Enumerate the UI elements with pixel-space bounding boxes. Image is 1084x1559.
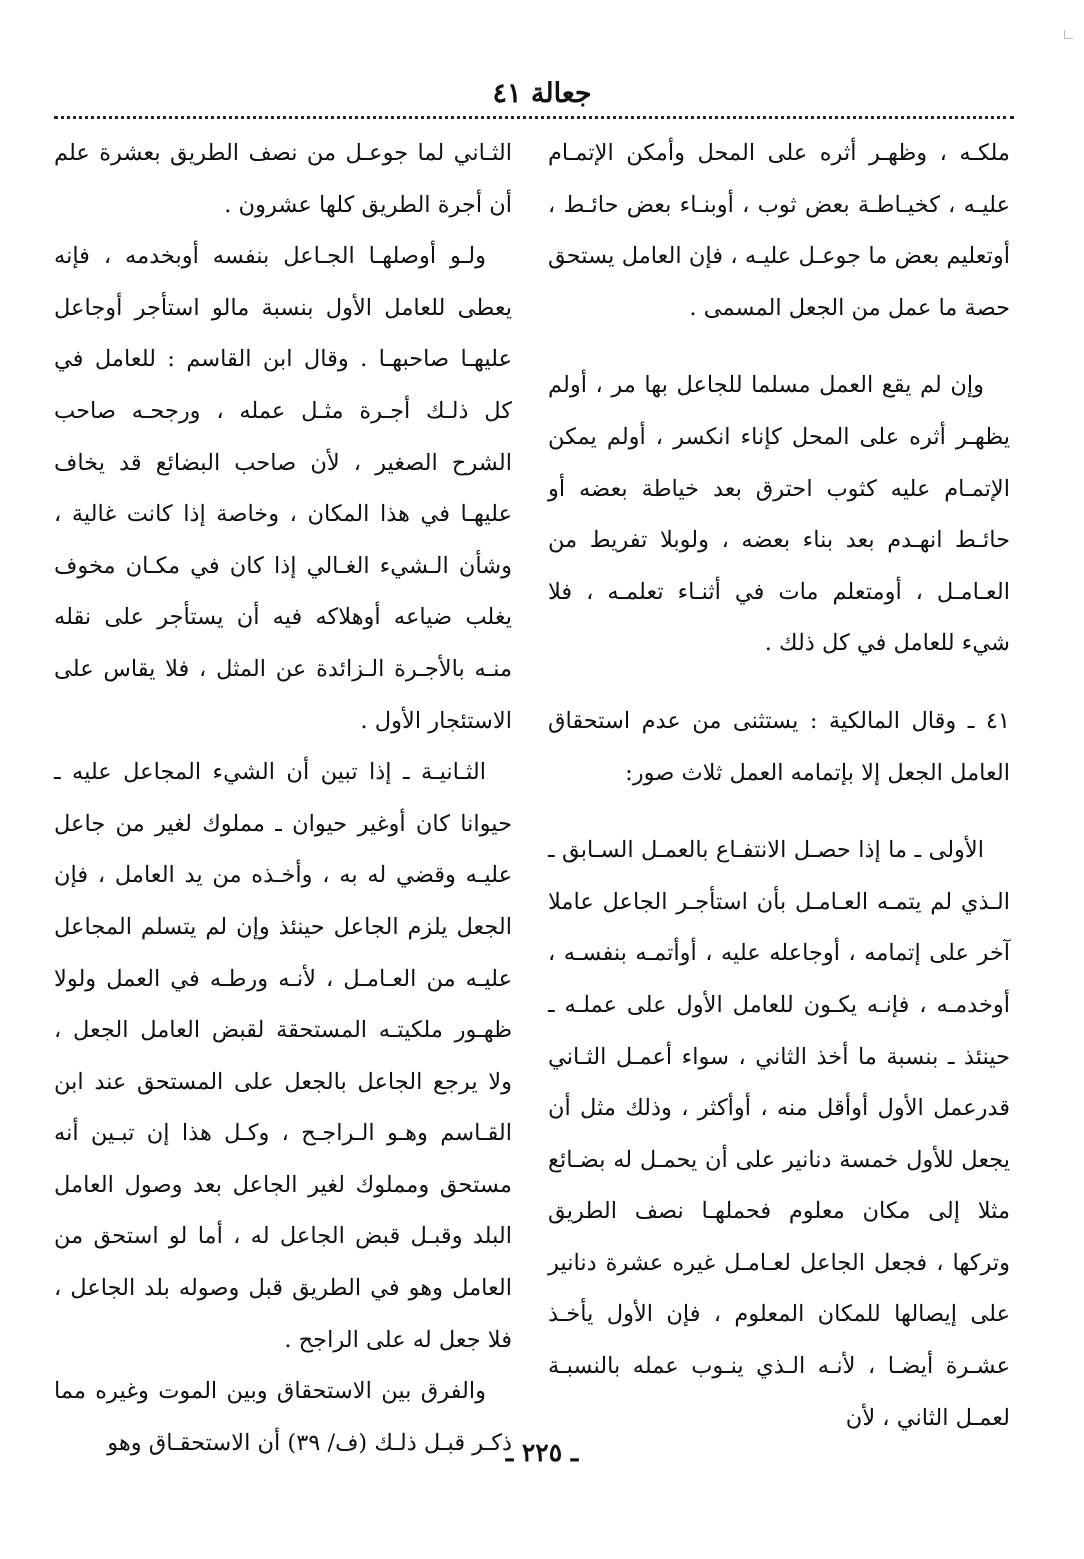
paragraph-gap: [548, 799, 1010, 825]
page-footer: [0, 1438, 1084, 1467]
header-dotted-rule: [54, 116, 1014, 119]
paragraph: ولـو أوصلهـا الجـاعل بنفسه أوبخدمه ، فإنه يعطى للعامل الأول بنسبة مالو استأجر أوجاعل عليهـا صاحبهـا . وقال ابن القاسم : للعامل في كل ذلـك أجـرة مثـل عمله ، ورجحـه صاحب الشرح الصغير ، لأن صاحب البضائع قد يخاف عليهـا في هذا المكان ، وخاصة إذا كانت غالية ، وشأن الـشيء الغـالي إذا كان في مكـان مخوف يغلب ضياعه أوهلاكه فيه أن يستأجر على نقله منـه بالأجـرة الـزائدة عن المثل ، فلا يقاس على الاستئجار الأول .: [54, 243, 512, 734]
column-right: [548, 128, 1010, 1444]
paragraph-first-case: الأولى ـ ما إذا حصـل الانتفـاع بالعمـل السـابق ـ الـذي لم يتمـه العـامـل بأن استأجـر الجاعل عاملا آخر على إتمامه ، أوجاعله عليه ، أوأتمـه بنفسـه ، أوخدمـه ، فإنـه يكـون للعامل الأول على عملـه ـ حينئذ ـ بنسبة ما أخذ الثاني ، سواء أعمـل الثـاني قدرعمل الأول أوأقل منه ، أوأكثر ، وذلك مثل أن يجعل للأول خمسة دنانير على أن يحمـل له بضـائع مثلا إلى مكان معلوم فحملهـا نصف الطريق وتركها ، فجعل الجاعل لعـامـل غيره عشرة دنانير على إيصالها للمكان المعلوم ، فإن الأول يأخـذ عشـرة أيضـا ، لأنـه الـذي ينـوب عمله بالنسبـة لعمـل الثاني ، لأن: [548, 837, 1010, 1431]
page-header: [0, 78, 1084, 109]
paragraph-gap: [548, 670, 1010, 696]
paragraph-continuation: الثـاني لما جوعـل من نصف الطريق بعشرة علم أن أجرة الطريق كلها عشرون .: [54, 140, 512, 218]
paragraph-continuation: ملكـه ، وظهـر أثره على المحل وأمكن الإتمـام عليـه ، كخيـاطـة بعض ثوب ، أوبنـاء بعض حائـط ، أوتعليم بعض ما جوعـل عليـه ، فإن العامل يستحق حصة ما عمل من الجعل المسمى .: [548, 140, 1010, 321]
paragraph: وإن لم يقع العمل مسلما للجاعل بها مر ، أولم يظهـر أثره على المحل كإناء انكسر ، أولم يمكن الإتمـام عليه كثوب احترق بعد خياطة بعضه أو حائـط انهـدم بعد بناء بعضه ، ولوبلا تفريط من العـامـل ، أومتعلم مات في أثنـاء تعلمـه ، فلا شيء للعامل في كل ذلك .: [548, 372, 1010, 657]
column-left: [54, 128, 512, 1469]
paragraph-second-case: الثـانيـة ـ إذا تبين أن الشيء المجاعل عليه ـ حيوانا كان أوغير حيوان ـ مملوك لغير من جاعل عليـه وقضي له به ، وأخـذه من يد العامل ، فإن الجعل يلزم الجاعل حينئذ وإن لم يتسلم المجاعل عليـه من العـامـل ، لأنـه ورطـه في العمل ولولا ظهـور ملكيتـه المستحقة لقبض العامل الجعل ، ولا يرجع الجاعل بالجعل على المستحق عند ابن القـاسم وهـو الـراجـح ، وكـل هذا إن تبـين أنه مستحق ومملوك لغير الجاعل بعد وصول العامل البلد وقبـل قبض الجاعل له ، أما لو استحق من العامل وهو في الطريق قبل وصوله بلد الجاعل ، فلا جعل له على الراجح .: [54, 759, 512, 1353]
paragraph: والفرق بين الاستحقاق وبين الموت وغيره مما ذكـر قبـل ذلـك (ف/ ٣٩) أن الاستحقـاق وهو: [54, 1378, 512, 1456]
scan-corner-mark: [1064, 30, 1073, 39]
page-number: ـ ٢٢٥ ـ: [505, 1438, 579, 1467]
paragraph-gap: [548, 334, 1010, 360]
section-paragraph-41: ٤١ ـ وقال المالكية : يستثنى من عدم استحقاق العامل الجعل إلا بإتمامه العمل ثلاث صور:: [548, 707, 1010, 786]
header-title: جعالة ٤١: [492, 78, 592, 109]
